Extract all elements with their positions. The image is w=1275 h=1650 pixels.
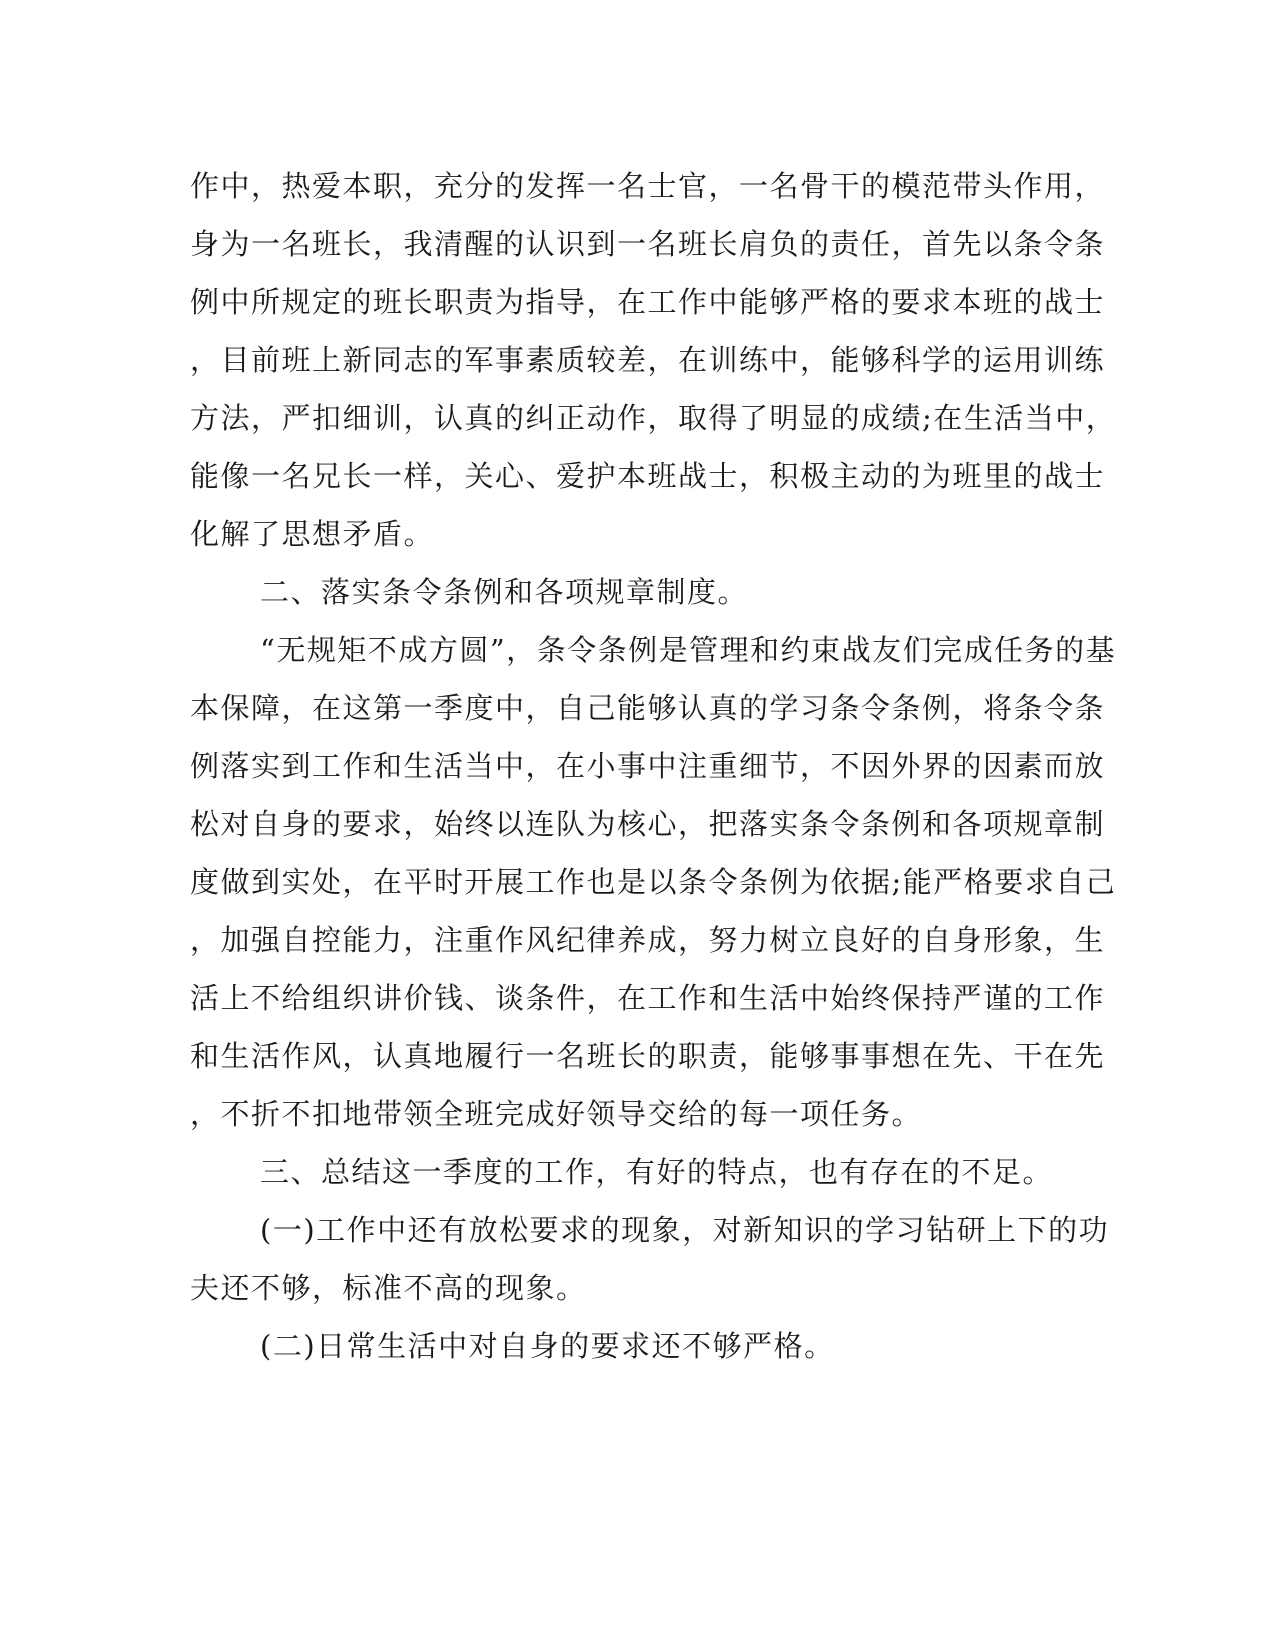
text-line: “无规矩不成方圆”，条令条例是管理和约束战友们完成任务的基 bbox=[260, 633, 1117, 667]
text-line: 松对自身的要求，始终以连队为核心，把落实条令条例和各项规章制 bbox=[190, 807, 1106, 841]
list-item-1: (一)工作中还有放松要求的现象，对新知识的学习钻研上下的功 bbox=[260, 1213, 1110, 1247]
list-item-2: (二)日常生活中对自身的要求还不够严格。 bbox=[260, 1329, 835, 1363]
text-line: 作中，热爱本职，充分的发挥一名士官，一名骨干的模范带头作用， bbox=[190, 169, 1106, 203]
section-heading-2: 二、落实条令条例和各项规章制度。 bbox=[260, 575, 749, 609]
text-line: 和生活作风，认真地履行一名班长的职责，能够事事想在先、干在先 bbox=[190, 1039, 1106, 1073]
text-line: ，不折不扣地带领全班完成好领导交给的每一项任务。 bbox=[190, 1097, 923, 1131]
text-line: 化解了思想矛盾。 bbox=[190, 517, 435, 551]
text-line: 例中所规定的班长职责为指导，在工作中能够严格的要求本班的战士 bbox=[190, 285, 1106, 319]
text-line: 夫还不够，标准不高的现象。 bbox=[190, 1271, 587, 1305]
text-line: ，加强自控能力，注重作风纪律养成，努力树立良好的自身形象，生 bbox=[190, 923, 1106, 957]
text-line: 度做到实处，在平时开展工作也是以条令条例为依据;能严格要求自己 bbox=[190, 865, 1117, 899]
section-heading-3: 三、总结这一季度的工作，有好的特点，也有存在的不足。 bbox=[260, 1155, 1054, 1189]
text-line: 能像一名兄长一样，关心、爱护本班战士，积极主动的为班里的战士 bbox=[190, 459, 1106, 493]
text-line: 活上不给组织讲价钱、谈条件，在工作和生活中始终保持严谨的工作 bbox=[190, 981, 1106, 1015]
text-line: 本保障，在这第一季度中，自己能够认真的学习条令条例，将条令条 bbox=[190, 691, 1106, 725]
text-line: 方法，严扣细训，认真的纠正动作，取得了明显的成绩;在生活当中， bbox=[190, 401, 1117, 435]
text-line: 身为一名班长，我清醒的认识到一名班长肩负的责任，首先以条令条 bbox=[190, 227, 1106, 261]
text-line: ，目前班上新同志的军事素质较差，在训练中，能够科学的运用训练 bbox=[190, 343, 1106, 377]
text-line: 例落实到工作和生活当中，在小事中注重细节，不因外界的因素而放 bbox=[190, 749, 1106, 783]
body-text bbox=[190, 157, 1117, 1375]
